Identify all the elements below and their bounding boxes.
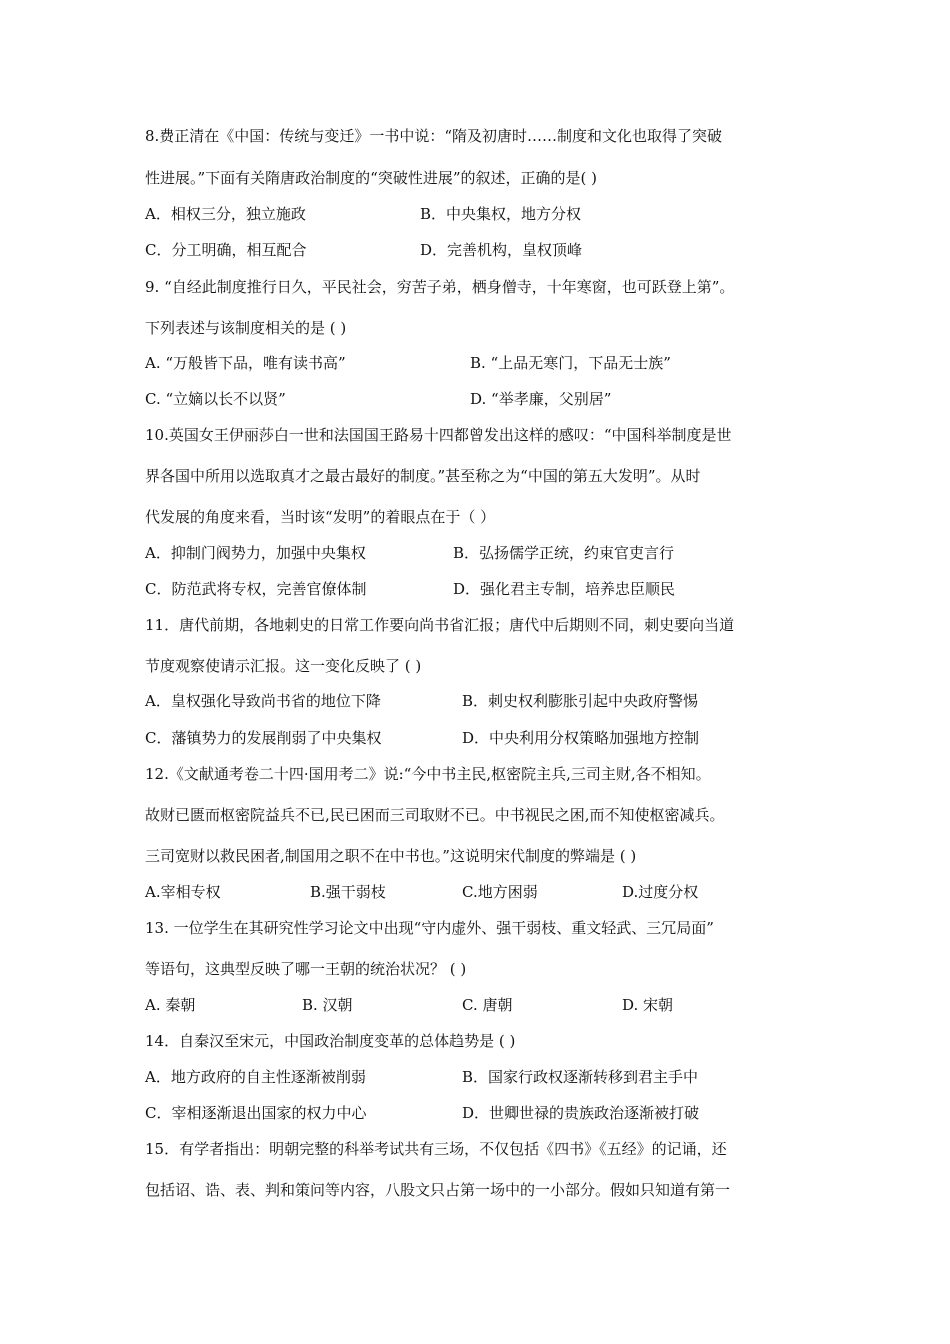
question-stem-line: 下列表述与该制度相关的是 ( ) xyxy=(145,319,347,337)
question-stem-line: 9. “自经此制度推行日久，平民社会，穷苦子弟，栖身僧寺，十年寒窗，也可跃登上第”。 xyxy=(145,278,735,296)
option-d: D．强化君主专制，培养忠臣顺民 xyxy=(453,580,676,598)
option-b: B．弘扬儒学正统，约束官吏言行 xyxy=(453,544,675,562)
option-a: A. 秦朝 xyxy=(145,996,196,1014)
question-stem-line: 故财已匮而枢密院益兵不已,民已困而三司取财不已。中书视民之困,而不知使枢密减兵。 xyxy=(145,806,725,824)
question-stem-line: 15．有学者指出：明朝完整的科举考试共有三场，不仅包括《四书》《五经》的记诵，还 xyxy=(145,1140,727,1158)
question-stem-line: 性进展。”下面有关隋唐政治制度的“突破性进展”的叙述，正确的是( ) xyxy=(145,169,597,187)
question-stem-line: 界各国中所用以选取真才之最古最好的制度。”甚至称之为“中国的第五大发明”。从时 xyxy=(145,467,701,485)
option-c: C．藩镇势力的发展削弱了中央集权 xyxy=(145,729,382,747)
question-stem-line: 包括诏、诰、表、判和策问等内容，八股文只占第一场中的一小部分。假如只知道有第一 xyxy=(145,1181,731,1199)
question-stem-line: 三司宽财以救民困者,制国用之职不在中书也。”这说明宋代制度的弊端是 ( ) xyxy=(145,847,637,865)
question-stem-line: 14．自秦汉至宋元，中国政治制度变革的总体趋势是 ( ) xyxy=(145,1032,516,1050)
question-stem-line: 12.《文献通考卷二十四·国用考二》说:“今中书主民,枢密院主兵,三司主财,各不相知。 xyxy=(145,765,711,783)
option-d: D. 宋朝 xyxy=(622,996,674,1014)
option-d: D．世卿世禄的贵族政治逐渐被打破 xyxy=(462,1104,700,1122)
question-stem-line: 等语句，这典型反映了哪一王朝的统治状况？ ( ) xyxy=(145,960,467,978)
question-stem-line: 13. 一位学生在其研究性学习论文中出现“守内虚外、强干弱枝、重文轻武、三冗局面” xyxy=(145,919,714,937)
option-c: C.地方困弱 xyxy=(462,883,538,901)
question-stem-line: 8.费正清在《中国：传统与变迁》一书中说：“隋及初唐时……制度和文化也取得了突破 xyxy=(145,127,722,145)
question-stem-line: 10.英国女王伊丽莎白一世和法国国王路易十四都曾发出这样的感叹：“中国科举制度是世 xyxy=(145,426,732,444)
option-a: A．相权三分，独立施政 xyxy=(145,205,306,223)
option-a: A．皇权强化导致尚书省的地位下降 xyxy=(145,692,381,710)
option-a: A．地方政府的自主性逐渐被削弱 xyxy=(145,1068,366,1086)
option-d: D．中央利用分权策略加强地方控制 xyxy=(462,729,700,747)
question-stem-line: 节度观察使请示汇报。这一变化反映了 ( ) xyxy=(145,657,422,675)
option-c: C. “立嫡以长不以贤” xyxy=(145,390,286,408)
option-b: B．国家行政权逐渐转移到君主手中 xyxy=(462,1068,699,1086)
option-c: C．分工明确，相互配合 xyxy=(145,241,307,259)
option-d: D. “举孝廉，父别居” xyxy=(470,390,612,408)
option-d: D．完善机构，皇权顶峰 xyxy=(420,241,583,259)
option-c: C. 唐朝 xyxy=(462,996,513,1014)
option-d: D.过度分权 xyxy=(622,883,699,901)
question-stem-line: 11．唐代前期，各地刺史的日常工作要向尚书省汇报；唐代中后期则不同，刺史要向当道 xyxy=(145,616,735,634)
option-b: B．中央集权，地方分权 xyxy=(420,205,582,223)
option-a: A．抑制门阀势力，加强中央集权 xyxy=(145,544,366,562)
option-c: C．防范武将专权，完善官僚体制 xyxy=(145,580,367,598)
option-c: C．宰相逐渐退出国家的权力中心 xyxy=(145,1104,367,1122)
question-stem-line: 代发展的角度来看，当时该“发明”的着眼点在于（ ） xyxy=(145,508,496,526)
option-b: B. 汉朝 xyxy=(302,996,353,1014)
option-b: B.强干弱枝 xyxy=(310,883,386,901)
option-b: B. “上品无寒门，下品无士族” xyxy=(470,354,671,372)
option-a: A. “万般皆下品，唯有读书高” xyxy=(145,354,346,372)
option-b: B．刺史权利膨胀引起中央政府警惕 xyxy=(462,692,699,710)
option-a: A.宰相专权 xyxy=(145,883,221,901)
